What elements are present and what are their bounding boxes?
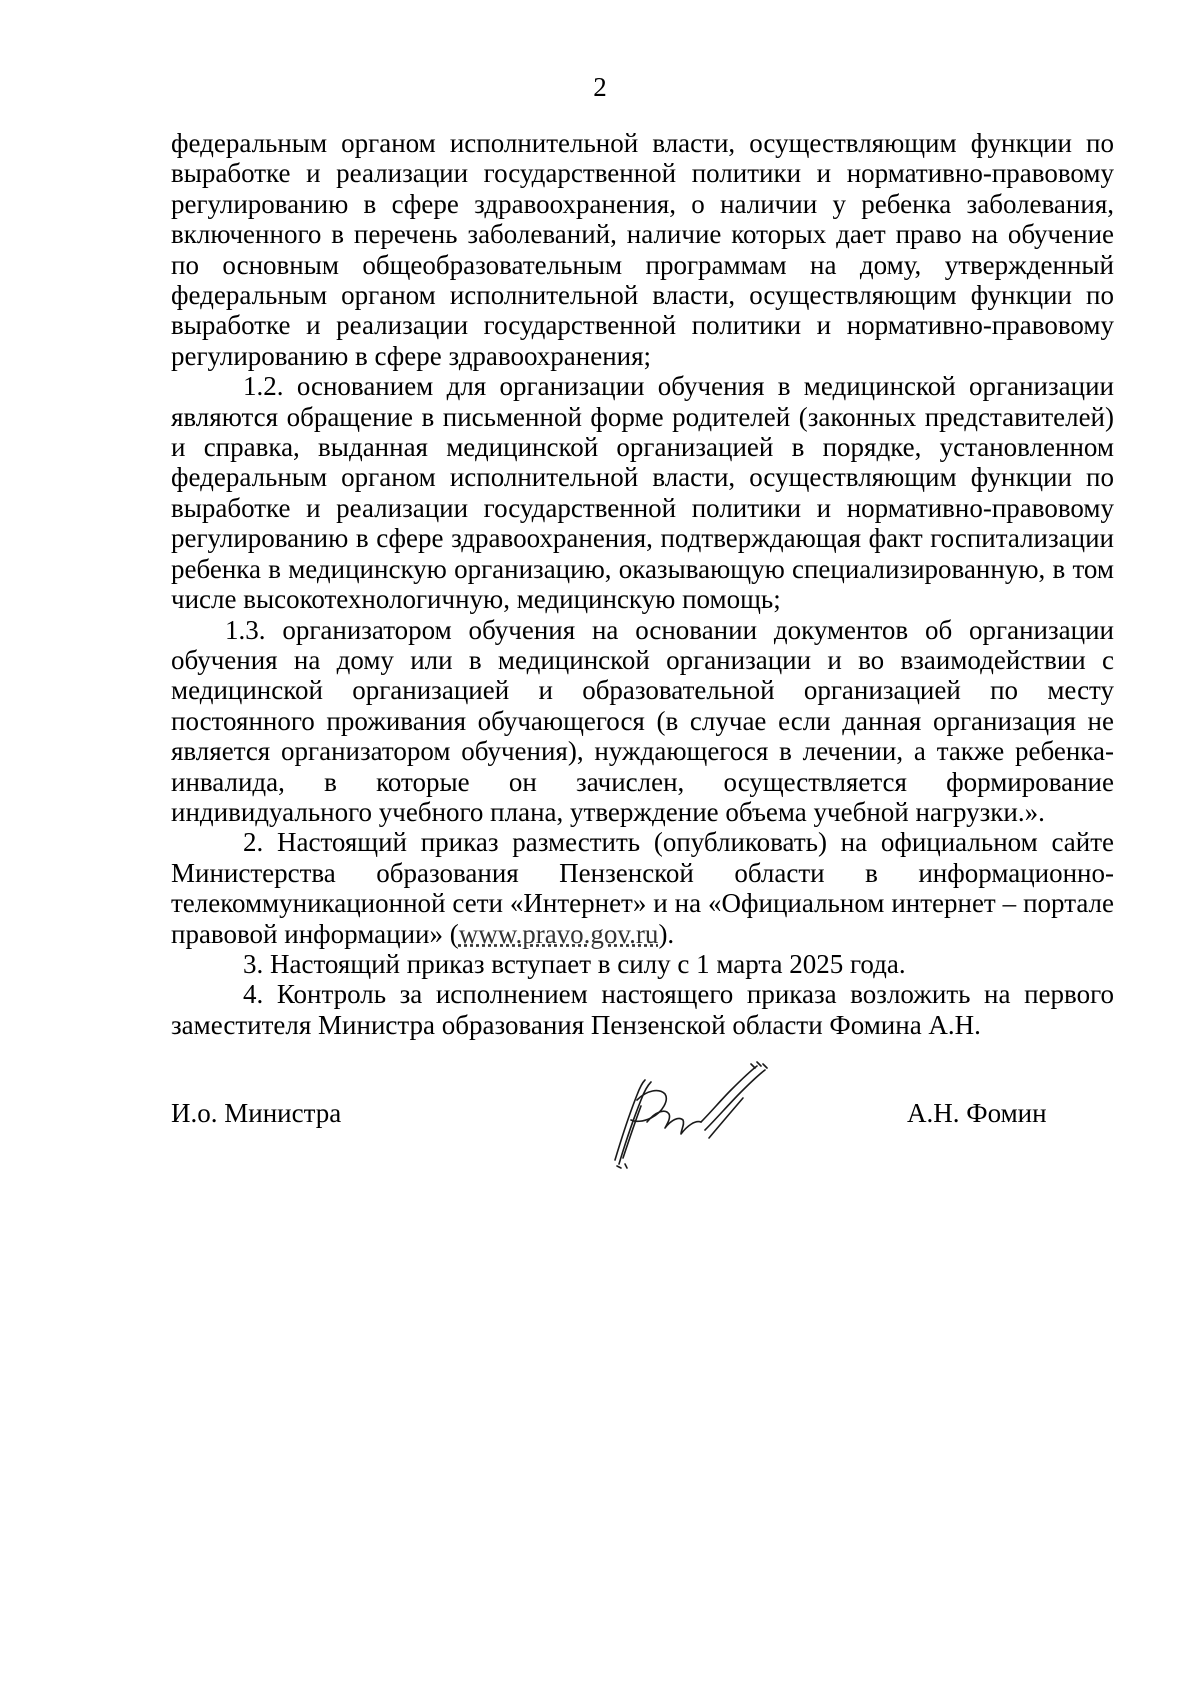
paragraph-item-4: 4. Контроль за исполнением настоящего приказа возложить на первого заместителя Министра образования Пензенской области Фомина А.Н. [171,979,1114,1040]
page-number: 2 [593,72,607,102]
signer-position: И.о. Министра [171,1098,342,1128]
paragraph-item-2-text: 2. Настоящий приказ разместить (опубликовать) на официальном сайте Министерства образования Пензенской области в информационно-телекоммуникационной сети «Интернет» и на «Официальном интернет – портале правовой информации» ( [171,827,1114,949]
paragraph-item-2 [171,827,1114,949]
paragraph-continuation: федеральным органом исполнительной власти, осуществляющим функции по выработке и реализации государственной политики и нормативно-правовому регулированию в сфере здравоохранения, о наличии у ребенка заболевания, включенного в перечень заболеваний, наличие которых дает право на обучение по основным общеобразовательным программам на дому, утвержденный федеральным органом исполнительной власти, осуществляющим функции по выработке и реализации государственной политики и нормативно-правовому регулированию в сфере здравоохранения; [171,128,1114,371]
paragraph-item-1-2: 1.2. основанием для организации обучения в медицинской организации являются обращение в письменной форме родителей (законных представителей) и справка, выданная медицинской организацией в порядке, установленном федеральным органом исполнительной власти, осуществляющим функции по выработке и реализации государственной политики и нормативно-правовому регулированию в сфере здравоохранения, подтверждающая факт госпитализации ребенка в медицинскую организацию, оказывающую специализированную, в том числе высокотехнологичную, медицинскую помощь; [171,371,1114,615]
handwritten-signature [607,1060,787,1170]
paragraph-item-1-3: 1.3. организатором обучения на основании документов об организации обучения на дому или в медицинской организации и во взаимодействии с медицинской организацией и образовательной организацией по месту постоянного проживания обучающегося (в случае если данная организация не является организатором обучения), нуждающегося в лечении, а также ребенка-инвалида, в которые он зачислен, осуществляется формирование индивидуального учебного плана, утверждение объема учебной нагрузки.». [171,614,1114,827]
signature-block [171,1080,1114,1200]
signer-name: А.Н. Фомин [907,1098,1047,1128]
document-body [171,128,1114,1040]
paragraph-item-2-tail: ). [658,918,675,949]
pravo-link[interactable]: www.pravo.gov.ru [458,918,659,949]
paragraph-item-3: 3. Настоящий приказ вступает в силу с 1 марта 2025 года. [243,948,906,979]
